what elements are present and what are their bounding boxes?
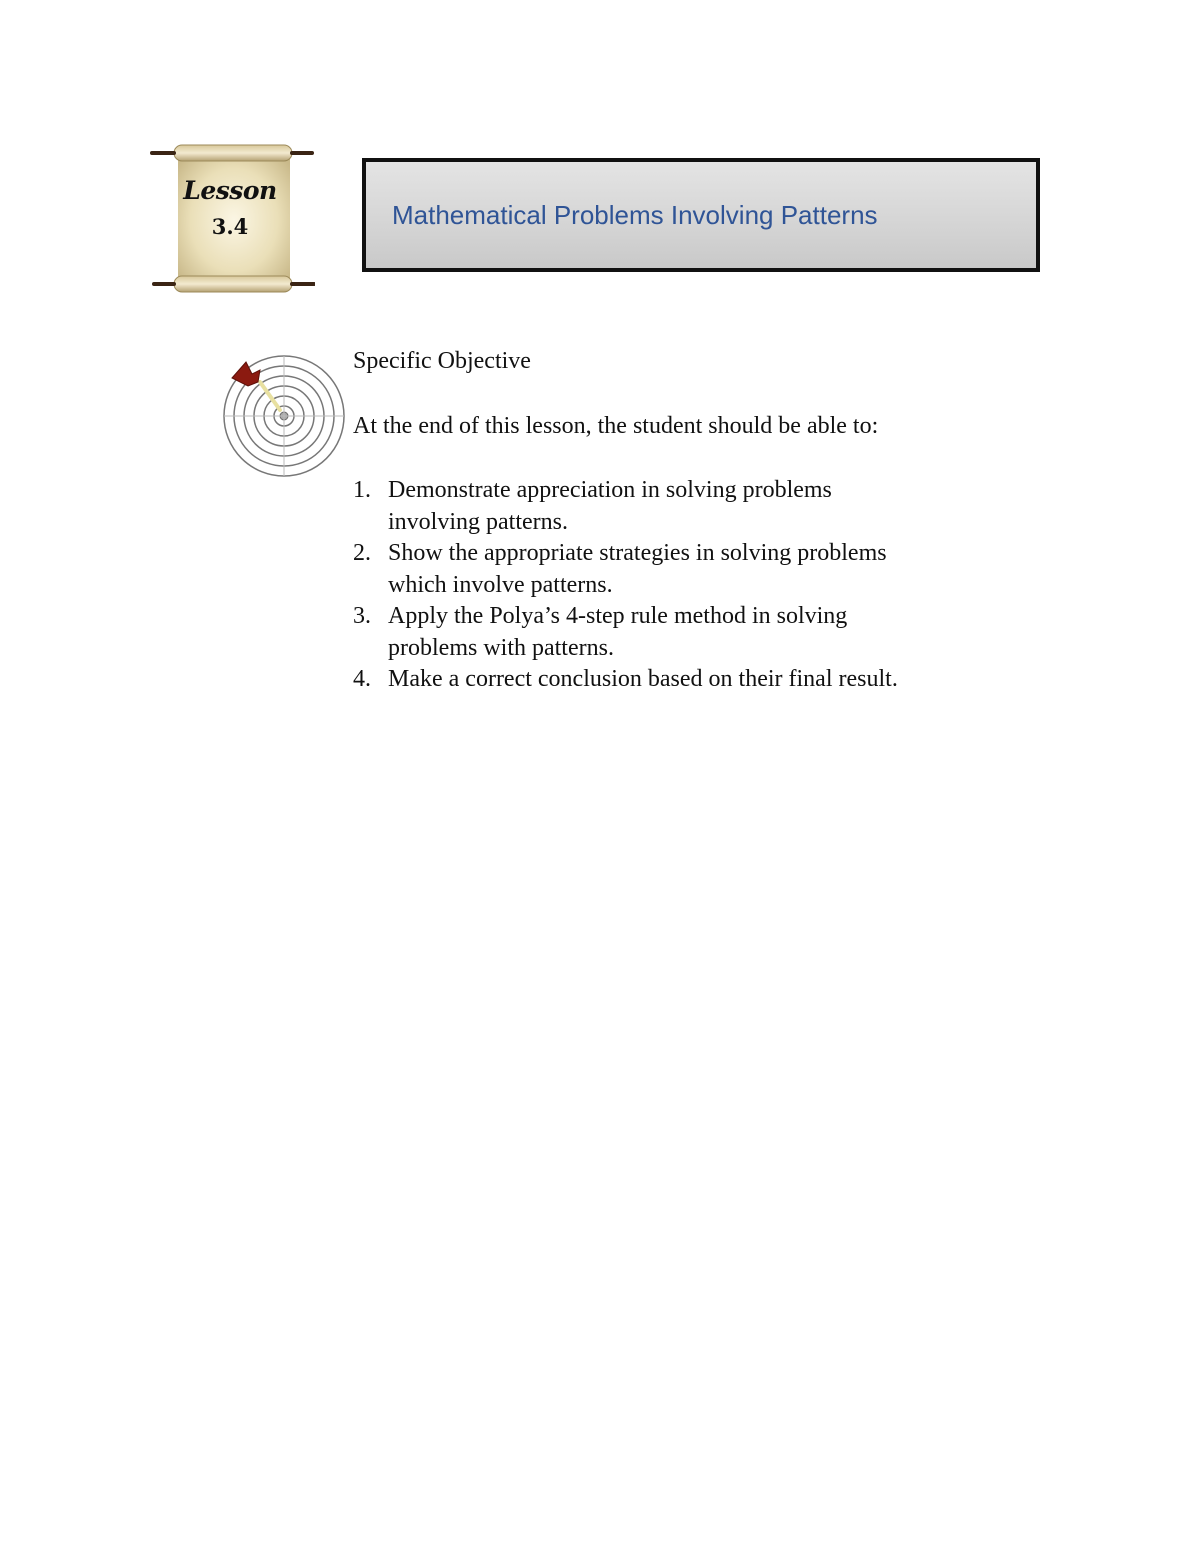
lesson-number: 3.4 [211,214,249,239]
target-illustration [220,352,346,478]
objective-number: 3. [353,603,371,629]
objective-number: 4. [353,666,371,692]
objective-text-line: which involve patterns. [388,571,613,598]
objective-text-line: problems with patterns. [388,634,614,661]
lesson-title: Mathematical Problems Involving Patterns [392,200,878,230]
dartboard-target-icon [220,352,346,478]
objective-text-line: Demonstrate appreciation in solving problems [388,477,832,503]
lesson-title-box [362,158,1040,272]
objective-item-3 [353,601,1013,664]
objective-text-line: Apply the Polya’s 4-step rule method in solving [388,603,848,629]
objective-item-4 [353,664,1013,696]
objective-text-line: Show the appropriate strategies in solving problems [388,540,887,566]
objective-text-line: Make a correct conclusion based on their final result. [388,666,898,692]
lesson-scroll-badge [150,140,315,305]
objective-item-2 [353,538,1013,601]
objectives-section [353,346,1013,696]
objective-number: 1. [353,477,371,503]
objective-heading: Specific Objective [353,348,531,374]
objective-item-1 [353,475,1013,538]
objective-intro: At the end of this lesson, the student should be able to: [353,412,879,439]
objective-list [353,475,1013,696]
objective-number: 2. [353,540,371,566]
lesson-label: Lesson [183,176,277,205]
objective-text-line: involving patterns. [388,508,568,535]
